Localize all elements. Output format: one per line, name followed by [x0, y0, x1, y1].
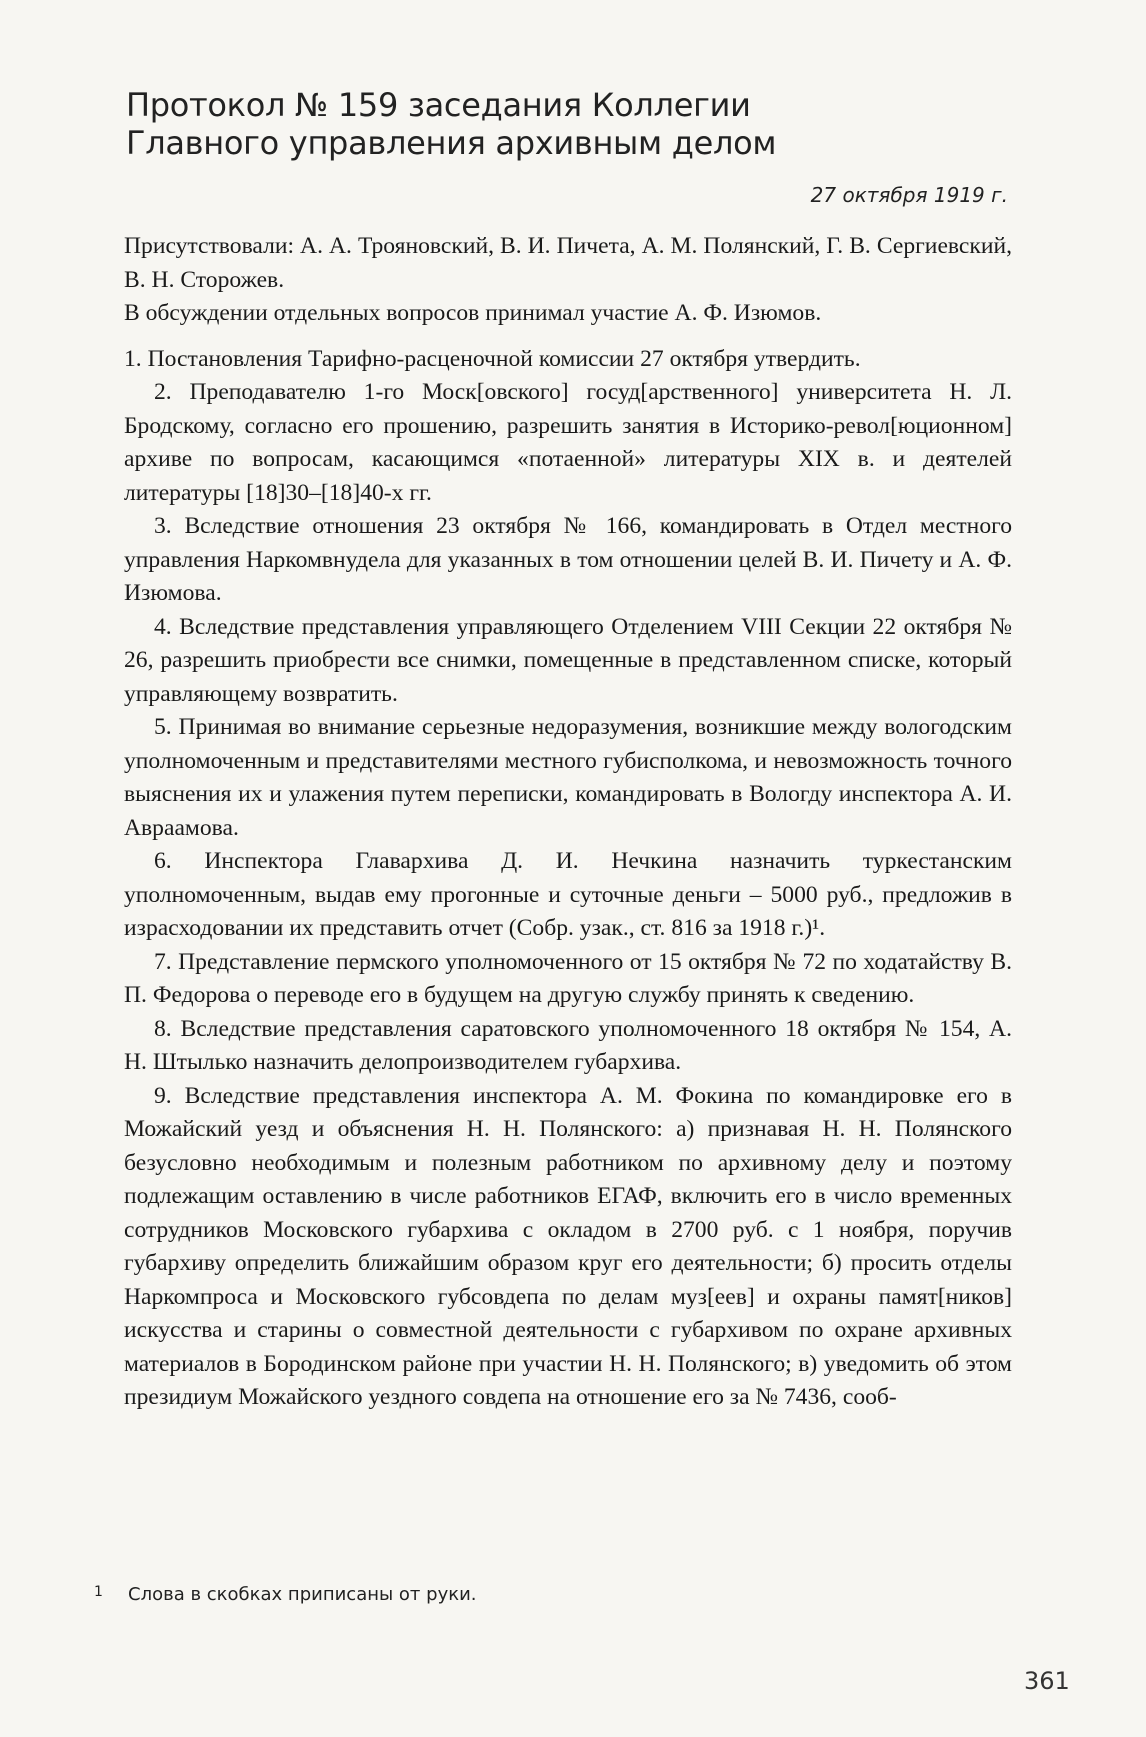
protocol-item-4: 4. Вследствие представления управляющего Отделением VIII Секции 22 октября № 26, разрешить приобрести все снимки, помещенные в представленном списке, который управляющему возвратить. [124, 613, 1012, 707]
page-number: 361 [1024, 1667, 1070, 1695]
page-title: Протокол № 159 заседания Коллегии Главного управления архивным делом [126, 86, 777, 162]
protocol-item-5: 5. Принимая во внимание серьезные недоразумения, возникшие между вологодским уполномоченным и представителями местного губисполкома, и невозможность точного выяснения их и улажения путем переписки, командировать в Вологду инспектора А. И. Авраамова. [124, 714, 1012, 841]
protocol-item-9: 9. Вследствие представления инспектора А. М. Фокина по командировке его в Можайский уезд и объяснения Н. Н. Полянского: а) признавая Н. Н. Полянского безусловно необходимым и полезным работником по архивному делу и поэтому подлежащим оставлению в числе работников ЕГАФ, включить его в число временных сотрудников Московского губархива с окладом в 2700 руб. с 1 ноября, поручив губархиву определить ближайшим образом круг его деятельности; б) просить отделы Наркомпроса и Московского губсовдепа по делам муз[еев] и охраны памят[ников] искусства и старины о совместной деятельности с губархивом по охране архивных материалов в Бородинском районе при участии Н. Н. Полянского; в) уведомить об этом президиум Можайского уездного совдепа на отношение его за № 7436, сооб- [124, 1082, 1012, 1410]
footnote-text: Слова в скобках приписаны от руки. [128, 1584, 477, 1605]
attendance-present: Присутствовали: А. А. Трояновский, В. И. Пичета, А. М. Полянский, Г. В. Сергиевский, В. Н. Сторожев. [124, 233, 1012, 293]
protocol-item-8: 8. Вследствие представления саратовского уполномоченного 18 октября № 154, А. Н. Штылько назначить делопроизводителем губархива. [124, 1015, 1012, 1075]
footnote-mark: 1 [94, 1584, 103, 1600]
footnote [94, 1584, 994, 1605]
attendance-participant: В обсуждении отдельных вопросов принимал участие А. Ф. Изюмов. [124, 300, 822, 326]
protocol-item-7: 7. Представление пермского уполномоченного от 15 октября № 72 по ходатайству В. П. Федорова о переводе его в будущем на другую службу принять к сведению. [124, 948, 1012, 1008]
protocol-item-1: 1. Постановления Тарифно-расценочной комиссии 27 октября утвердить. [124, 345, 861, 372]
protocol-item-2: 2. Преподавателю 1-го Моск[овского] госуд[арственного] университета Н. Л. Бродскому, согласно его прошению, разрешить занятия в Историко-револ[юционном] архиве по вопросам, касающимся «потаенной» литературы XIX в. и деятелей литературы [18]30–[18]40-х гг. [124, 379, 1012, 506]
meeting-date: 27 октября 1919 г. [810, 183, 1008, 207]
protocol-body [124, 230, 1012, 1415]
protocol-item-3: 3. Вследствие отношения 23 октября № 166, командировать в Отдел местного управления Наркомвнудела для указанных в том отношении целей В. И. Пичету и А. Ф. Изюмова. [124, 513, 1012, 606]
protocol-item-6: 6. Инспектора Главархива Д. И. Нечкина назначить туркестанским уполномоченным, выдав ему прогонные и суточные деньги – 5000 руб., предложив в израсходовании их представить отчет (Собр. узак., ст. 816 за 1918 г.)¹. [124, 848, 1012, 941]
